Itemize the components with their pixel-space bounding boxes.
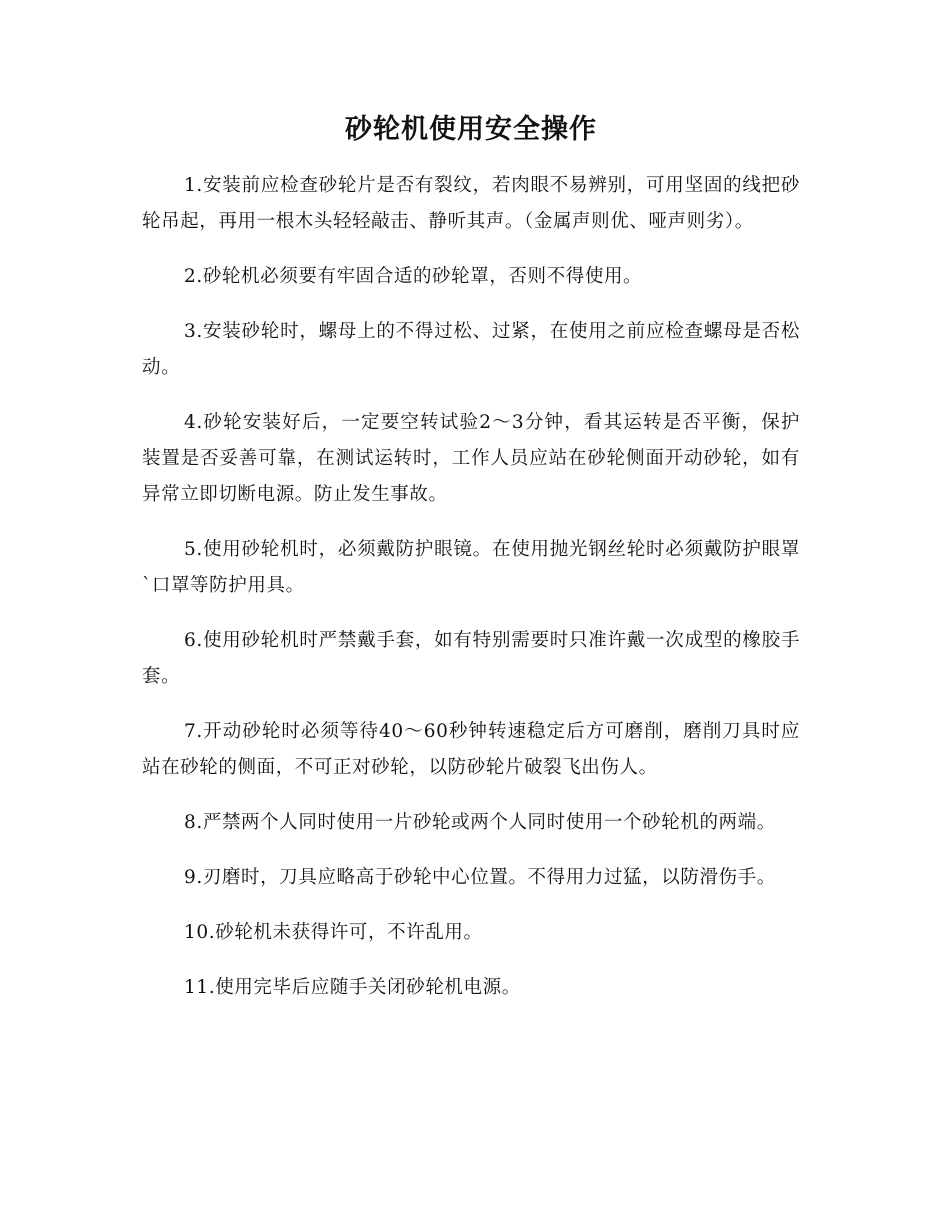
paragraph-5: 5.使用砂轮机时，必须戴防护眼镜。在使用抛光钢丝轮时必须戴防护眼罩`口罩等防护用具。 — [142, 539, 800, 596]
paragraph-1: 1.安装前应检查砂轮片是否有裂纹，若肉眼不易辨别，可用坚固的线把砂轮吊起，再用一根木头轻轻敲击、静听其声。（金属声则优、哑声则劣）。 — [142, 175, 800, 232]
paragraph-6: 6.使用砂轮机时严禁戴手套，如有特别需要时只准许戴一次成型的橡胶手套。 — [142, 630, 800, 687]
paragraph-4: 4.砂轮安装好后，一定要空转试验2～3分钟，看其运转是否平衡，保护装置是否妥善可靠，在测试运转时，工作人员应站在砂轮侧面开动砂轮，如有异常立即切断电源。防止发生事故。 — [142, 412, 800, 505]
paragraph-11: 11.使用完毕后应随手关闭砂轮机电源。 — [184, 977, 521, 998]
document-title: 砂轮机使用安全操作 — [345, 114, 597, 145]
paragraph-8: 8.严禁两个人同时使用一片砂轮或两个人同时使用一个砂轮机的两端。 — [184, 812, 776, 833]
paragraph-2: 2.砂轮机必须要有牢固合适的砂轮罩，否则不得使用。 — [184, 266, 643, 287]
paragraph-10: 10.砂轮机未获得许可，不许乱用。 — [184, 922, 483, 943]
paragraph-3: 3.安装砂轮时，螺母上的不得过松、过紧，在使用之前应检查螺母是否松动。 — [142, 321, 800, 378]
paragraph-9: 9.刃磨时，刀具应略高于砂轮中心位置。不得用力过猛，以防滑伤手。 — [184, 867, 776, 888]
paragraph-7: 7.开动砂轮时必须等待40～60秒钟转速稳定后方可磨削，磨削刀具时应站在砂轮的侧面，不可正对砂轮，以防砂轮片破裂飞出伤人。 — [142, 721, 800, 778]
